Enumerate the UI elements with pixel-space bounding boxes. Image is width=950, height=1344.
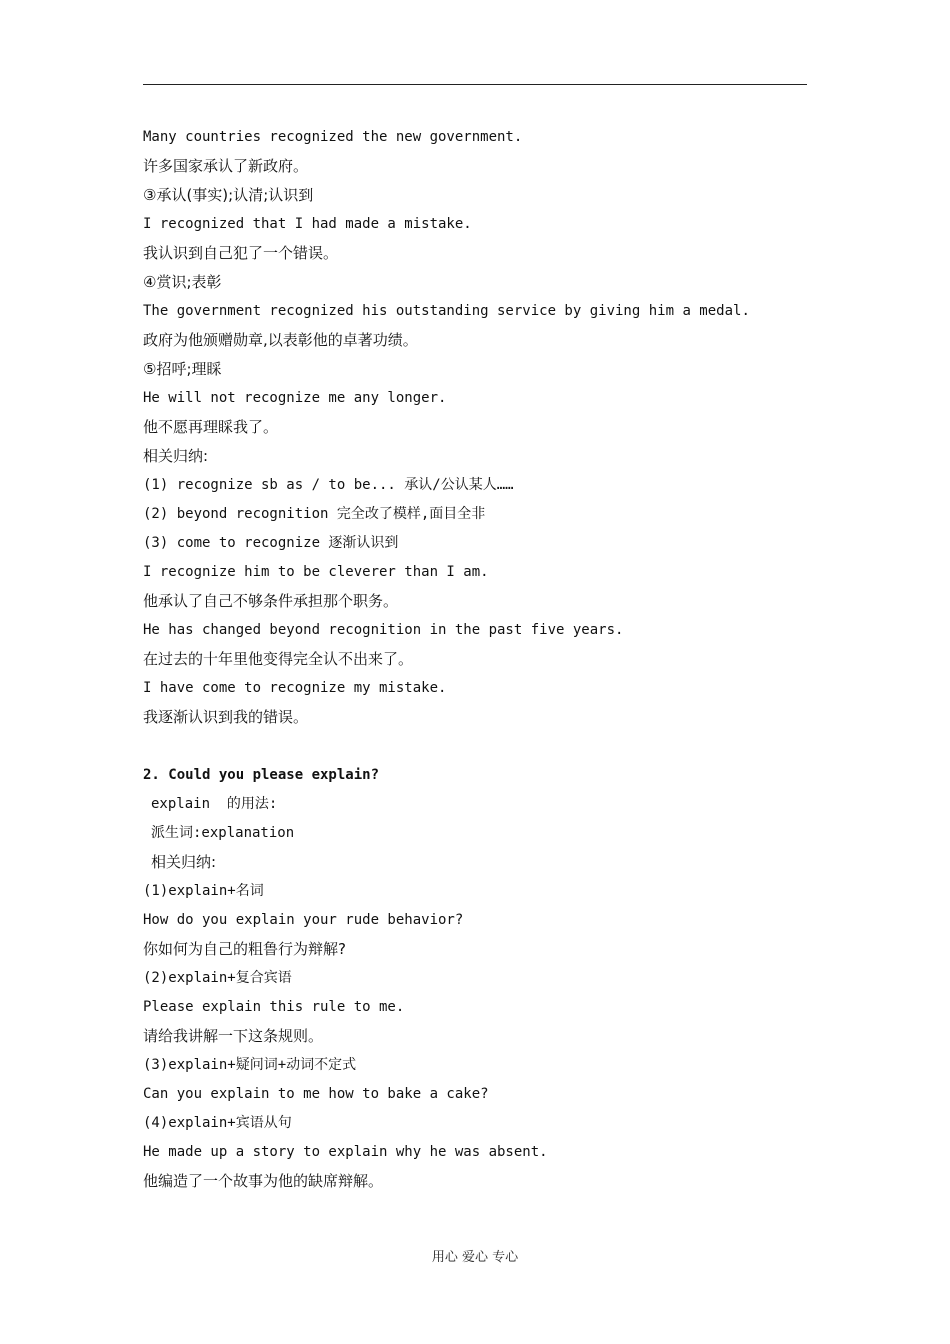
example-sentence: I have come to recognize my mistake. [143, 680, 447, 696]
translation: 请给我讲解一下这条规则。 [143, 1027, 324, 1045]
translation: 他编造了一个故事为他的缺席辩解。 [143, 1172, 384, 1190]
phrase-item: (3) come to recognize 逐渐认识到 [143, 535, 399, 551]
phrase-item: (1) recognize sb as / to be... 承认/公认某人…… [143, 477, 514, 493]
meaning-item: ③承认(事实);认清;认识到 [143, 186, 314, 204]
example-sentence: He made up a story to explain why he was absent. [143, 1144, 548, 1160]
derivative-label: 派生词:explanation [151, 825, 295, 841]
pattern-item: (1)explain+名词 [143, 883, 264, 899]
translation: 我认识到自己犯了一个错误。 [143, 244, 339, 262]
header-rule [143, 84, 807, 85]
example-sentence: Many countries recognized the new government. [143, 129, 523, 145]
phrase-item: (2) beyond recognition 完全改了模样,面目全非 [143, 506, 486, 522]
translation: 他承认了自己不够条件承担那个职务。 [143, 592, 399, 610]
usage-label: explain 的用法: [151, 796, 278, 812]
pattern-item: (3)explain+疑问词+动词不定式 [143, 1057, 357, 1073]
meaning-item: ⑤招呼;理睬 [143, 360, 222, 378]
meaning-item: ④赏识;表彰 [143, 273, 222, 291]
example-sentence: Can you explain to me how to bake a cake? [143, 1086, 489, 1102]
spacer [143, 732, 823, 761]
example-sentence: He has changed beyond recognition in the past five years. [143, 622, 624, 638]
translation: 我逐渐认识到我的错误。 [143, 708, 309, 726]
translation: 你如何为自己的粗鲁行为辩解? [143, 940, 346, 958]
translation: 许多国家承认了新政府。 [143, 157, 309, 175]
translation: 政府为他颁赠勋章,以表彰他的卓著功绩。 [143, 331, 418, 349]
example-sentence: Please explain this rule to me. [143, 999, 405, 1015]
example-sentence: How do you explain your rude behavior? [143, 912, 464, 928]
pattern-item: (4)explain+宾语从句 [143, 1115, 292, 1131]
example-sentence: He will not recognize me any longer. [143, 390, 447, 406]
translation: 在过去的十年里他变得完全认不出来了。 [143, 650, 414, 668]
example-sentence: I recognized that I had made a mistake. [143, 216, 472, 232]
summary-label: 相关归纳: [143, 447, 209, 465]
document-body [143, 123, 823, 1196]
page-footer: 用心 爱心 专心 [431, 1250, 519, 1265]
example-sentence: The government recognized his outstanding service by giving him a medal. [143, 303, 750, 319]
translation: 他不愿再理睬我了。 [143, 418, 279, 436]
section-heading: 2. Could you please explain? [143, 767, 380, 783]
pattern-item: (2)explain+复合宾语 [143, 970, 292, 986]
example-sentence: I recognize him to be cleverer than I am. [143, 564, 489, 580]
summary-label: 相关归纳: [151, 853, 217, 871]
